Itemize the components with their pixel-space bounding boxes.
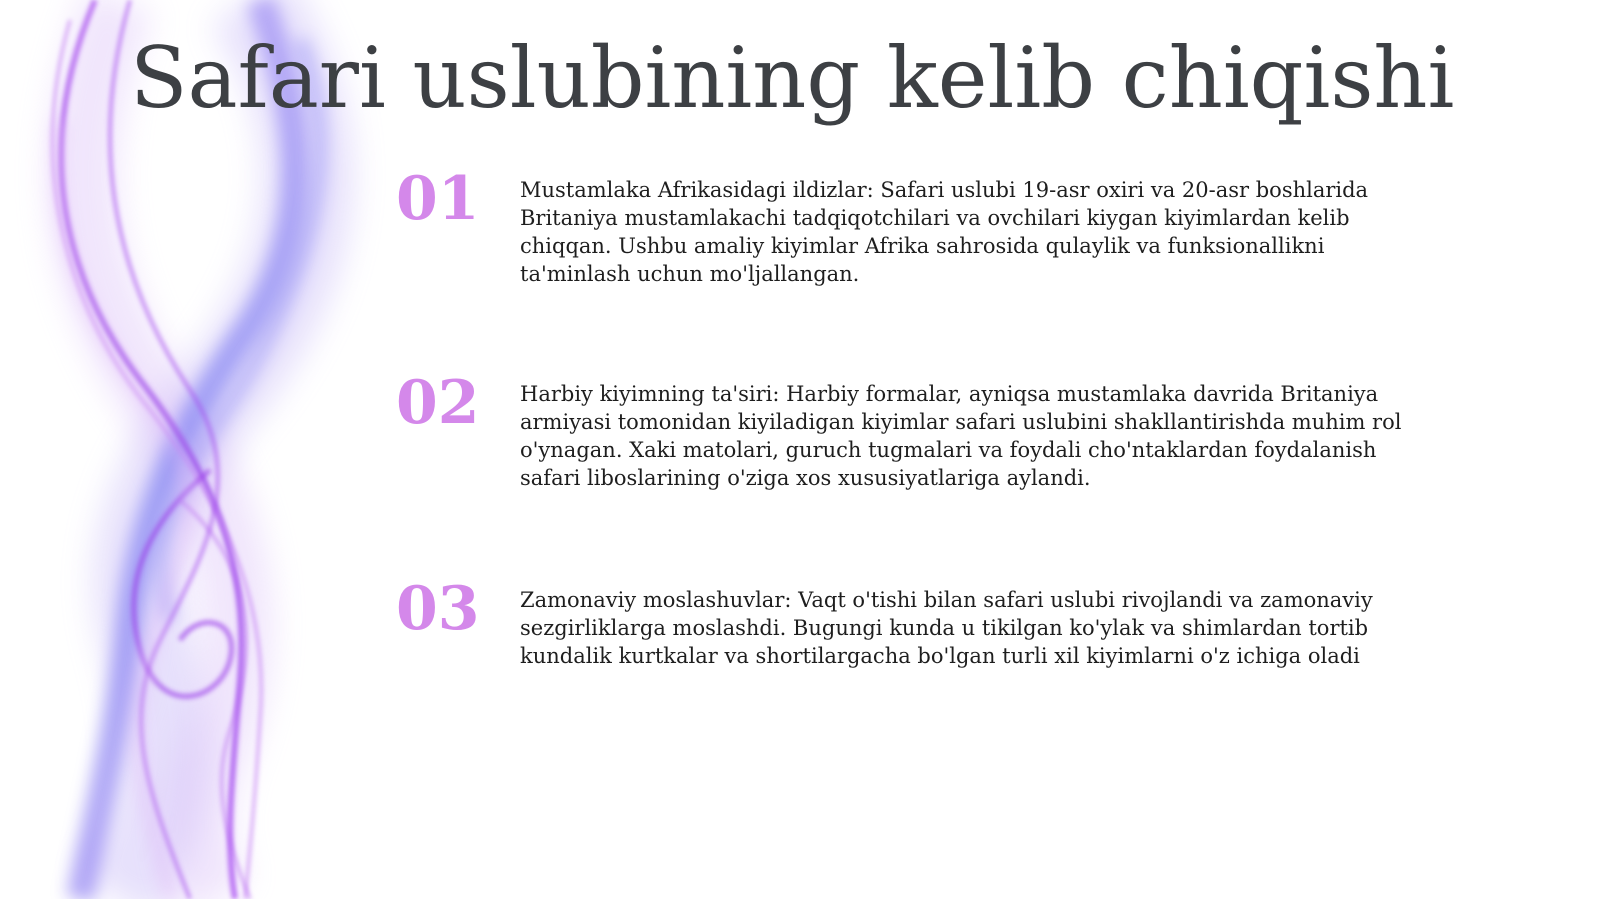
item-text: Zamonaviy moslashuvlar: Vaqt o'tishi bilan safari uslubi rivojlandi va zamonaviy sezgirliklarga moslashdi. Bugungi kunda u tikilgan ko'ylak va shimlardan tortib kundalik kurtkalar va shortilargacha bo'lgan turli xil kiyimlarni o'z ichiga oladi <box>520 588 1373 668</box>
slide-title: Safari uslubining kelib chiqishi <box>130 29 1455 127</box>
item-number: 01 <box>396 164 480 234</box>
purple-smoke-decoration <box>0 0 420 899</box>
item-number: 02 <box>396 368 480 438</box>
item-text: Harbiy kiyimning ta'siri: Harbiy formalar, ayniqsa mustamlaka davrida Britaniya armiyasi tomonidan kiyiladigan kiyimlar safari uslubini shakllantirishda muhim rol o'ynagan. Xaki matolari, guruch tugmalari va foydali cho'ntaklardan foydalanish safari liboslarining o'ziga xos xususiyatlariga aylandi. <box>520 382 1402 490</box>
item-number: 03 <box>396 574 480 644</box>
item-text: Mustamlaka Afrikasidagi ildizlar: Safari uslubi 19-asr oxiri va 20-asr boshlarida Britaniya mustamlakachi tadqiqotchilari va ovchilari kiygan kiyimlardan kelib chiqqan. Ushbu amaliy kiyimlar Afrika sahrosida qulaylik va funksionallikni ta'minlash uchun mo'ljallangan. <box>520 178 1369 286</box>
